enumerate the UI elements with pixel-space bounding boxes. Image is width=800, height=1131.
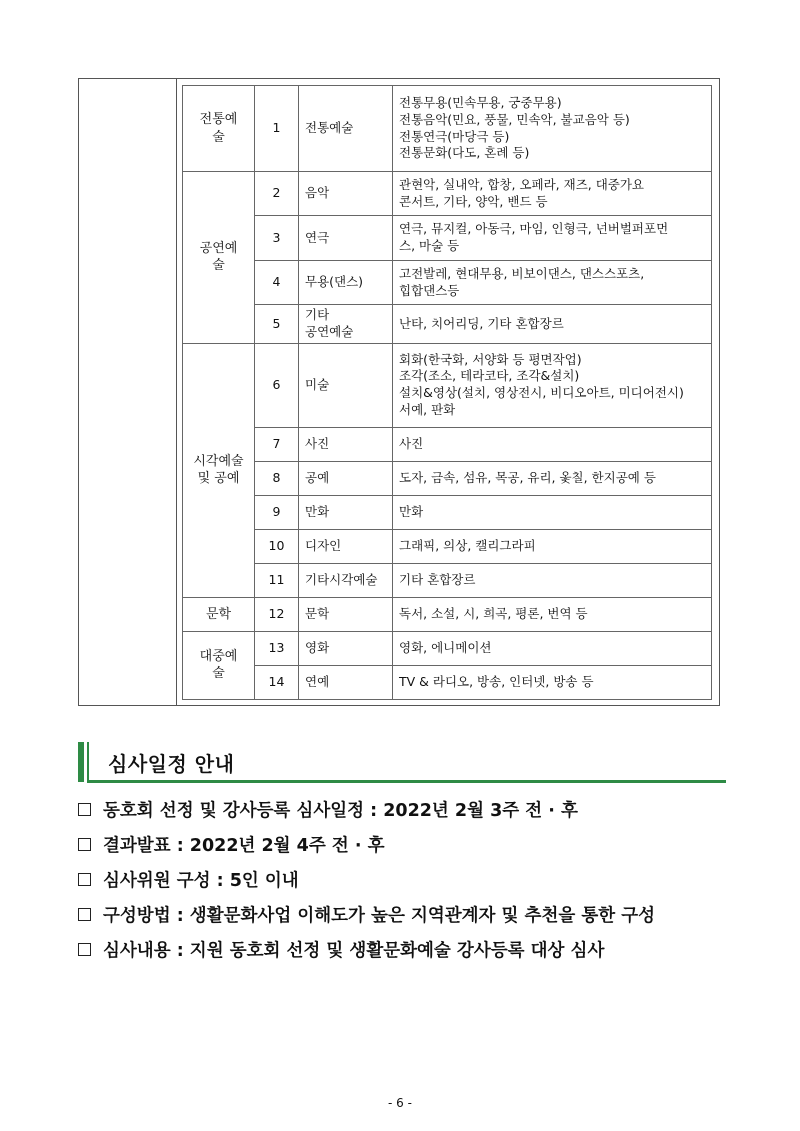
text-line: 공연예술 <box>305 323 354 339</box>
text-line: 술 <box>212 129 225 145</box>
category-group-cell <box>183 631 255 699</box>
list-item <box>78 862 728 897</box>
text-line: 미술 <box>305 376 330 392</box>
checkbox-icon <box>78 838 91 851</box>
text-line: 만화 <box>399 503 424 519</box>
row-number-cell: 7 <box>255 427 299 461</box>
table-row <box>183 597 712 631</box>
description-cell <box>393 86 712 172</box>
field-name-cell <box>299 261 393 305</box>
text-line: 전통예 <box>199 111 238 127</box>
row-number-cell: 5 <box>255 305 299 344</box>
text-line: 도자, 금속, 섬유, 목공, 유리, 옻칠, 한지공예 등 <box>399 469 656 485</box>
field-name-cell <box>299 305 393 344</box>
text-line: 및 공예 <box>197 471 240 487</box>
text-line: 기타 혼합장르 <box>399 571 476 587</box>
description-cell <box>393 216 712 261</box>
description-cell <box>393 172 712 216</box>
text-line: 난타, 치어리딩, 기타 혼합장르 <box>399 315 564 331</box>
category-group-cell <box>183 597 255 631</box>
category-group-cell <box>183 343 255 597</box>
section-title: 심사일정 안내 <box>108 752 235 776</box>
text-line: 연예 <box>305 674 330 689</box>
table-row <box>183 427 712 461</box>
list-item <box>78 932 728 967</box>
text-line: 그래픽, 의상, 캘리그라피 <box>399 537 536 553</box>
text-line: 문학 <box>305 605 330 621</box>
checkbox-icon <box>78 943 91 956</box>
checkbox-icon <box>78 803 91 816</box>
text-line: 회화(한국화, 서양화 등 평면작업) <box>399 351 582 367</box>
field-name-cell <box>299 427 393 461</box>
list-item <box>78 897 728 932</box>
row-number-cell: 13 <box>255 631 299 665</box>
text-line: 전통무용(민속무용, 궁중무용) <box>399 94 562 110</box>
row-number-cell: 8 <box>255 461 299 495</box>
row-number-cell: 1 <box>255 86 299 172</box>
text-line: 전통문화(다도, 혼례 등) <box>399 145 530 161</box>
text-line: 전통음악(민요, 풍물, 민속악, 불교음악 등) <box>399 111 630 127</box>
text-line: 설치&영상(설치, 영상전시, 비디오아트, 미디어전시) <box>399 385 684 401</box>
text-line: 콘서트, 기타, 양악, 밴드 등 <box>399 193 548 209</box>
table-row <box>183 261 712 305</box>
text-line: 연극, 뮤지컬, 아동극, 마임, 인형극, 넌버벌퍼포먼 <box>399 221 669 237</box>
row-number-cell: 2 <box>255 172 299 216</box>
row-number-cell: 3 <box>255 216 299 261</box>
field-name-cell <box>299 461 393 495</box>
table-row <box>183 563 712 597</box>
heading-underline <box>87 780 726 783</box>
description-cell <box>393 427 712 461</box>
table-row <box>183 343 712 427</box>
table-row <box>183 529 712 563</box>
table-row <box>183 305 712 344</box>
text-line: TV & 라디오, 방송, 인터넷, 방송 등 <box>399 674 594 689</box>
description-cell <box>393 665 712 699</box>
field-name-cell <box>299 597 393 631</box>
heading-accent-bar <box>78 742 84 782</box>
text-line: 전통연극(마당극 등) <box>399 128 510 144</box>
text-line: 술 <box>212 258 225 274</box>
text-line: 서예, 판화 <box>399 402 456 418</box>
text-line: 시각예술 <box>193 453 244 469</box>
description-cell <box>393 631 712 665</box>
table-row <box>183 86 712 172</box>
checkbox-icon <box>78 873 91 886</box>
item-text: 결과발표 : 2022년 2월 4주 전 · 후 <box>103 836 385 856</box>
table-row <box>183 216 712 261</box>
text-line: 조각(조소, 테라코타, 조각&설치) <box>399 368 580 384</box>
description-cell <box>393 563 712 597</box>
text-line: 연극 <box>305 229 330 245</box>
description-cell <box>393 495 712 529</box>
text-line: 독서, 소설, 시, 희곡, 평론, 번역 등 <box>399 605 588 621</box>
field-name-cell <box>299 563 393 597</box>
list-item <box>78 827 728 862</box>
row-number-cell: 12 <box>255 597 299 631</box>
text-line: 힙합댄스등 <box>399 282 460 298</box>
description-cell <box>393 597 712 631</box>
text-line: 전통예술 <box>305 120 354 136</box>
text-line: 고전발레, 현대무용, 비보이댄스, 댄스스포츠, <box>399 265 645 281</box>
text-line: 영화 <box>305 639 330 655</box>
row-number-cell: 6 <box>255 343 299 427</box>
field-name-cell <box>299 631 393 665</box>
row-number-cell: 10 <box>255 529 299 563</box>
text-line: 사진 <box>305 435 330 451</box>
field-name-cell <box>299 665 393 699</box>
text-line: 사진 <box>399 435 424 451</box>
category-group-cell <box>183 86 255 172</box>
text-line: 술 <box>212 666 225 682</box>
section-heading <box>78 742 726 784</box>
field-name-cell <box>299 172 393 216</box>
table-row <box>183 631 712 665</box>
description-cell <box>393 461 712 495</box>
text-line: 공연예 <box>199 240 238 256</box>
checkbox-icon <box>78 908 91 921</box>
table-row <box>183 461 712 495</box>
outer-divider <box>176 79 177 705</box>
text-line: 공예 <box>305 469 330 485</box>
text-line: 영화, 에니메이션 <box>399 639 492 655</box>
text-line: 무용(댄스) <box>305 274 364 290</box>
row-number-cell: 11 <box>255 563 299 597</box>
schedule-list <box>78 792 728 967</box>
item-text: 동호회 선정 및 강사등록 심사일정 : 2022년 2월 3주 전 · 후 <box>103 801 578 821</box>
heading-accent-line <box>87 742 89 782</box>
text-line: 기타시각예술 <box>305 571 378 587</box>
text-line: 관현악, 실내악, 합창, 오페라, 재즈, 대중가요 <box>399 176 645 192</box>
row-number-cell: 4 <box>255 261 299 305</box>
field-name-cell <box>299 216 393 261</box>
category-group-cell <box>183 172 255 344</box>
category-table <box>182 85 712 700</box>
field-name-cell <box>299 86 393 172</box>
description-cell <box>393 343 712 427</box>
page-number: - 6 - <box>388 1096 412 1110</box>
field-name-cell <box>299 343 393 427</box>
item-text: 구성방법 : 생활문화사업 이해도가 높은 지역관계자 및 추천을 통한 구성 <box>103 906 656 926</box>
description-cell <box>393 261 712 305</box>
row-number-cell: 9 <box>255 495 299 529</box>
field-name-cell <box>299 529 393 563</box>
table-row <box>183 665 712 699</box>
field-name-cell <box>299 495 393 529</box>
row-number-cell: 14 <box>255 665 299 699</box>
text-line: 대중예 <box>199 648 238 664</box>
text-line: 문학 <box>205 606 232 622</box>
text-line: 디자인 <box>305 537 342 553</box>
description-cell <box>393 529 712 563</box>
text-line: 스, 마술 등 <box>399 238 460 254</box>
table-row <box>183 172 712 216</box>
text-line: 음악 <box>305 185 330 201</box>
text-line: 기타 <box>305 307 330 323</box>
list-item <box>78 792 728 827</box>
text-line: 만화 <box>305 503 330 519</box>
description-cell <box>393 305 712 344</box>
item-text: 심사내용 : 지원 동호회 선정 및 생활문화예술 강사등록 대상 심사 <box>103 941 605 961</box>
table-row <box>183 495 712 529</box>
item-text: 심사위원 구성 : 5인 이내 <box>103 871 299 891</box>
